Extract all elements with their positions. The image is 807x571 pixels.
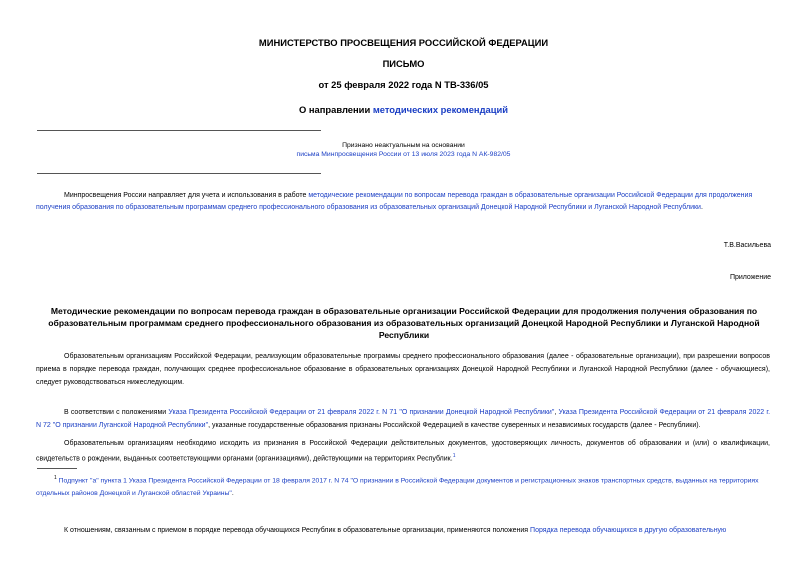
ministry-heading: МИНИСТЕРСТВО ПРОСВЕЩЕНИЯ РОССИЙСКОЙ ФЕДЕРАЦИИ [258,37,549,48]
footnote-link[interactable]: Подпункт "а" пункта 1 Указа Президента Российской Федерации от 18 февраля 2017 г. N 74 "О признании в Российской Федерации документов и регистрационных знаков транспортных средств, выданных на территориях отдельных районов Донецкой и Луганской областей Украины" [36,477,759,498]
appendix-label: Приложение [729,274,771,281]
paragraph-4: К отношениям, связанным с приемом в порядке перевода обучающихся Республик в образовательные организации, применяются положения Порядка перевода обучающихся в другую образовательную [64,527,727,534]
order-link[interactable]: Порядка перевода обучающихся в другую образовательную [530,527,727,534]
subject-heading [0,104,807,115]
footnote-marker: 1 [54,475,57,481]
doc-type-heading: ПИСЬМО [382,58,425,69]
footnote-ref[interactable]: 1 [452,453,456,459]
intro-paragraph: Минпросвещения России направляет для учета и использования в работе методические рекомендации по вопросам перевода граждан в образовательные организации Российской Федерации для продолжения получения образования по образовательным программам среднего профессионального образования из образовательных организаций Донецкой Народной Республики и Луганской Народной Республики. [36,192,753,211]
appendix-title: Методические рекомендации по вопросам перевода граждан в образовательные организации Российской Федерации для продолжения получения образования по образовательным программам среднего профессионального образования из образовательных организаций Донецкой Народной Республики и Луганской Народной Республики [48,306,760,340]
subject-link[interactable]: методических рекомендаций [372,104,509,115]
divider-top [37,130,321,131]
paragraph-1: Образовательным организациям Российской Федерации, реализующим образовательные программы среднего профессионального образования (далее - образовательные организации), при разрешении вопросов приема в порядке перевода граждан, получающих среднее профессиональное образование в образовательных организациях Донецкой Народной Республики и Луганской Народной Республики (далее - обучающиеся), следует руководствоваться нижеследующим. [36,353,770,386]
status-link[interactable]: письма Минпросвещения России от 13 июля 2023 года N АК-982/05 [296,151,511,159]
footnote-divider [37,468,77,469]
decree-71-link[interactable]: Указа Президента Российской Федерации от 21 февраля 2022 г. N 71 "О признании Донецкой Народной Республики" [168,409,555,416]
intro-text: Минпросвещения России направляет для учета и использования в работе [64,192,309,199]
status-note [0,141,807,159]
subject-prefix: О направлении [298,104,373,115]
intro-link[interactable]: методические рекомендации по вопросам перевода граждан в образовательные организации Российской Федерации для продолжения получения образования по образовательным программам среднего профессионального образования из образовательных организаций Донецкой Народной Республики и Луганской Народной Республики [36,192,753,211]
paragraph-3: Образовательным организациям необходимо исходить из признания в Российской Федерации действительных документов, удостоверяющих личность, документов об образовании и (или) о квалификации, свидетельств о рождении, выданных соответствующими органами (организациями), действующими на территориях Республик.$^1$ [36,440,770,463]
date-number-heading: от 25 февраля 2022 года N ТВ-336/05 [318,79,489,90]
divider-bottom [37,173,321,174]
paragraph-2: В соответствии с положениями Указа Президента Российской Федерации от 21 февраля 2022 г. N 71 "О признании Донецкой Народной Республики", Указа Президента Российской Федерации от 21 февраля 2022 г. N 72 "О признании Луганской Народной Республики", указанные государственные образования признаны Российской Федерацией в качестве суверенных и независимых государств (далее - Республики). [36,409,771,429]
signature: Т.В.Васильева [723,242,771,249]
decree-72-link[interactable]: Указа Президента Российской Федерации от 21 февраля 2022 г. N 72 "О признании Луганской Народной Республики" [36,409,771,429]
footnote: $^1$ Подпункт "а" пункта 1 Указа Президента Российской Федерации от 18 февраля 2017 г. N 74 "О признании в Российской Федерации документов и регистрационных знаков транспортных средств, выданных на территориях отдельных районов Донецкой и Луганской областей Украины". [36,475,759,498]
status-line: Признано неактуальным на основании [342,142,465,149]
